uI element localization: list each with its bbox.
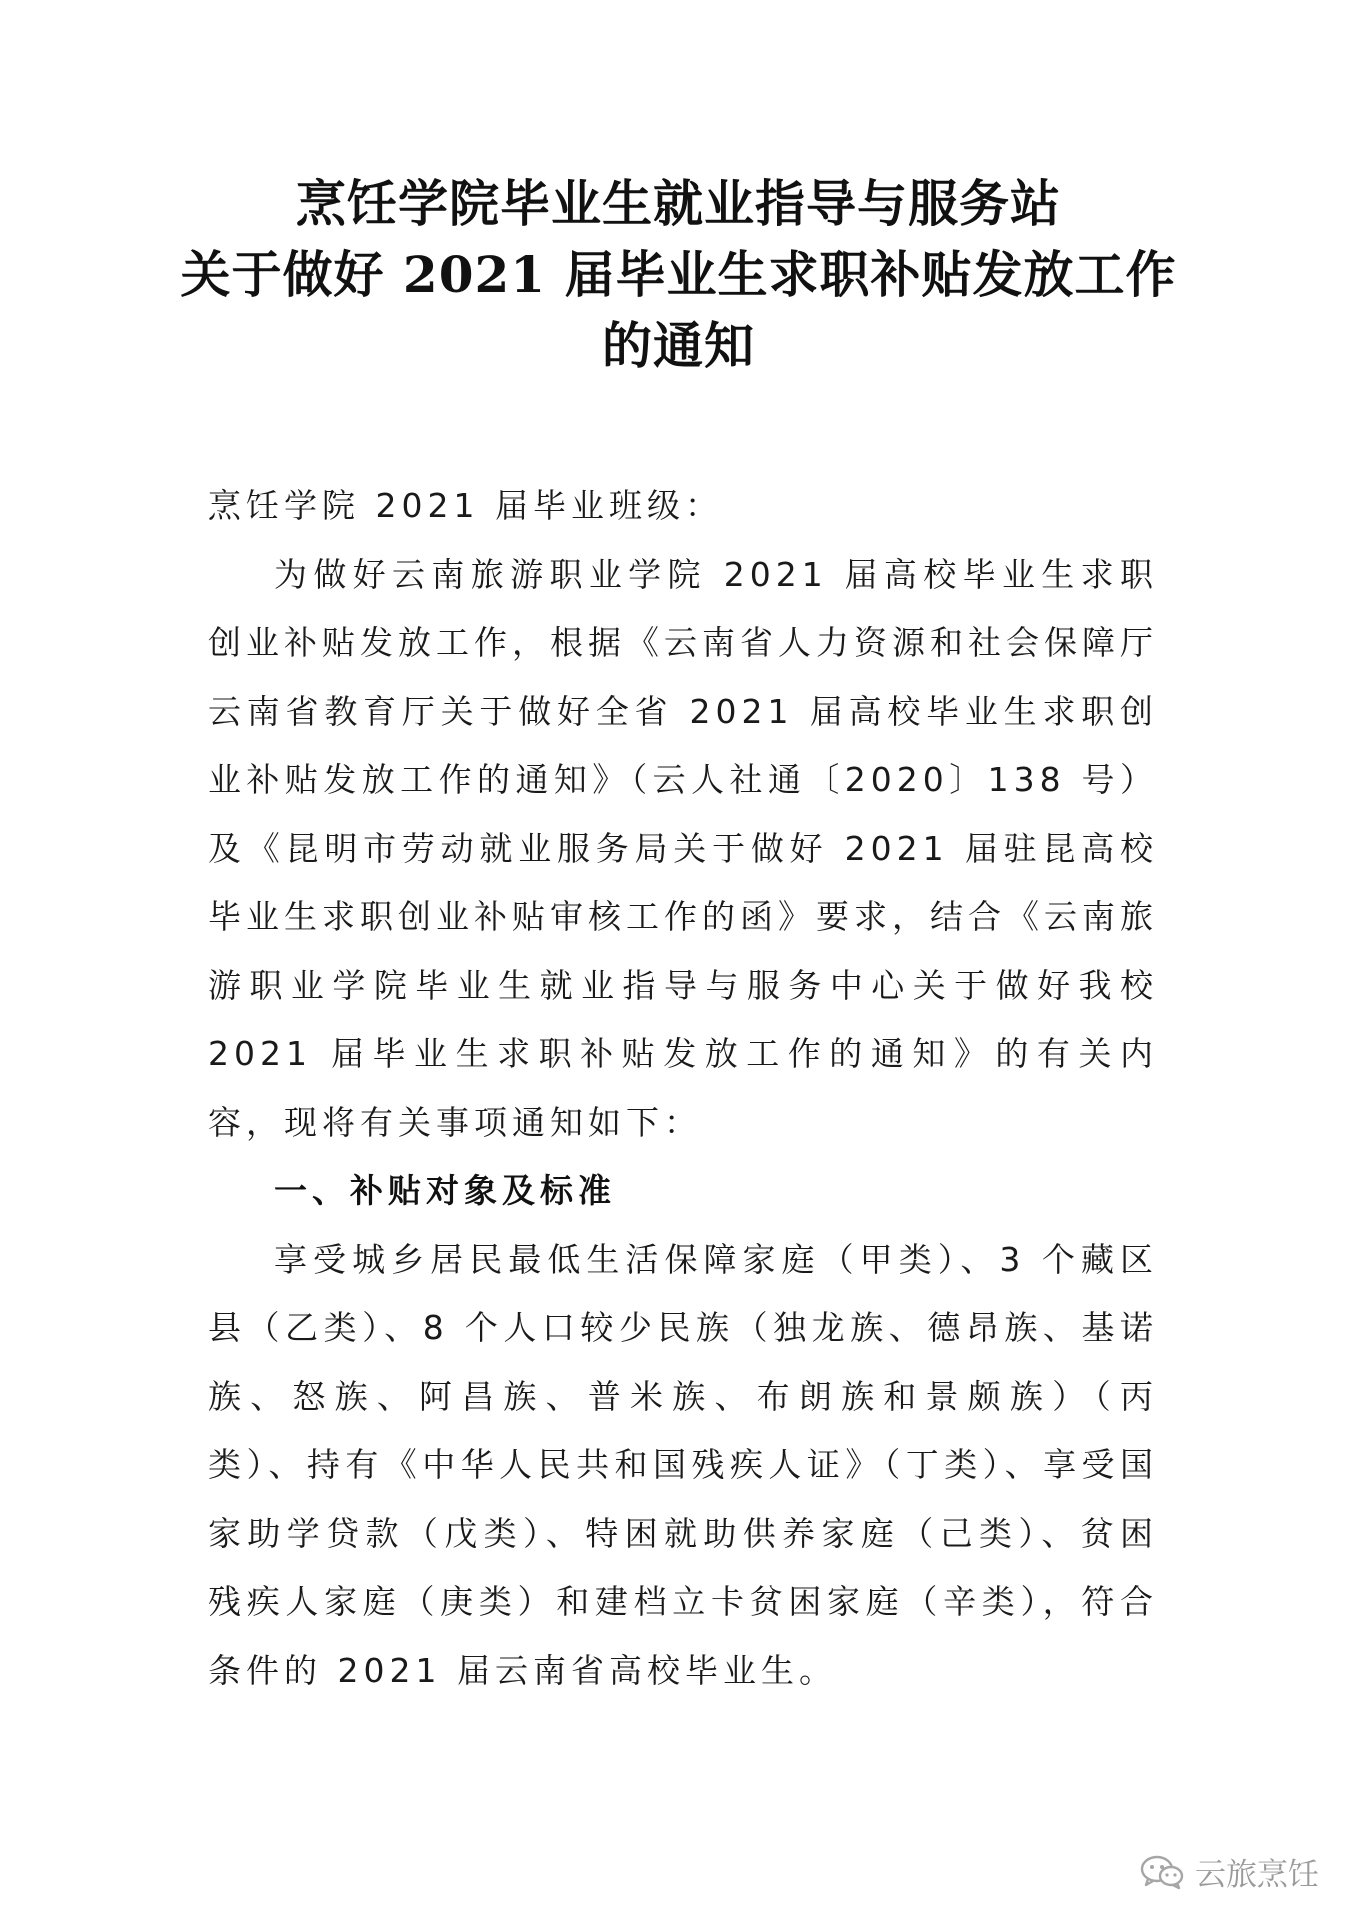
document-title xyxy=(0,168,1357,381)
body-paragraph-2: 享受城乡居民最低生活保障家庭（甲类）、3 个藏区县（乙类）、8 个人口较少民族（独龙族、德昂族、基诺族、怒族、阿昌族、普米族、布朗族和景颇族）（丙类）、持有《中华人民共和国残疾人证》（丁类）、享受国家助学贷款（戊类）、特困就助供养家庭（己类）、贫困残疾人家庭（庚类）和建档立卡贫困家庭（辛类），符合条件的 2021 届云南省高校毕业生。 xyxy=(208,1239,1158,1690)
title-line-1: 烹饪学院毕业生就业指导与服务站 xyxy=(296,174,1061,233)
section-heading-1: 一、补贴对象及标准 xyxy=(274,1171,616,1210)
body-paragraph-1: 为做好云南旅游职业学院 2021 届高校毕业生求职创业补贴发放工作，根据《云南省人力资源和社会保障厅 云南省教育厅关于做好全省 2021 届高校毕业生求职创业补贴发放工作的通知》（云人社通〔2020〕138 号）及《昆明市劳动就业服务局关于做好 2021 届驻昆高校毕业生求职创业补贴审核工作的函》要求，结合《云南旅游职业学院毕业生就业指导与服务中心关于做好我校 2021 届毕业生求职补贴发放工作的通知》的有关内容，现将有关事项通知如下： xyxy=(208,554,1158,1142)
watermark-text: 云旅烹饪 xyxy=(1195,1857,1319,1893)
document-body xyxy=(208,472,1158,1705)
title-line-3: 的通知 xyxy=(602,316,755,375)
title-line-2: 关于做好 2021 届毕业生求职补贴发放工作 xyxy=(180,245,1177,304)
account-watermark xyxy=(1139,1849,1319,1894)
wechat-icon xyxy=(1139,1854,1185,1890)
salutation: 烹饪学院 2021 届毕业班级： xyxy=(208,486,723,525)
